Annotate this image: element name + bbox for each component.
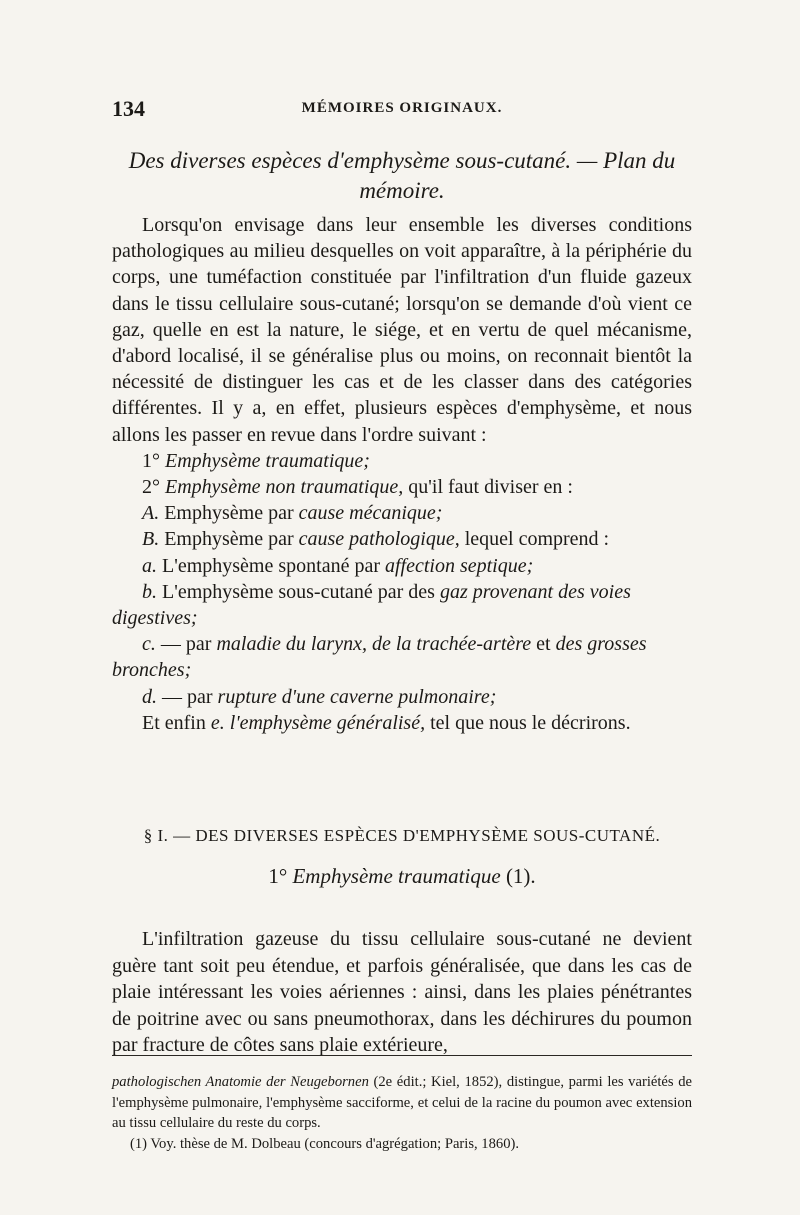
- list-item-A: A. Emphysème par cause mécanique;: [142, 502, 443, 525]
- intro-paragraph: Lorsqu'on envisage dans leur ensemble les diverses conditions pathologiques au milieu desquelles on voit apparaître, à la périphérie du corps, une tuméfaction constituée par l'infiltration d'un fluide gazeux dans le tissu cellulaire sous-cutané; lorsqu'on se demande d'où vient ce gaz, quelle en est la nature, le siége, et en vertu de quel mécanisme, d'abord localisé, il se généralise plus ou moins, on reconnait bientôt la nécessité de distinguer les cas et de les classer dans des catégories différentes. Il y a, en effet, plusieurs espèces d'emphysème, et nous allons les passer en revue dans l'ordre suivant :: [112, 214, 692, 446]
- main-text: [112, 212, 692, 736]
- footnote-1: (1) Voy. thèse de M. Dolbeau (concours d'agrégation; Paris, 1860).: [130, 1135, 520, 1152]
- footnote-rule: [112, 1055, 692, 1056]
- running-title: MÉMOIRES ORIGINAUX.: [301, 100, 503, 116]
- footnotes: [112, 1072, 692, 1154]
- sub-heading: 1° Emphysème traumatique (1).: [268, 864, 536, 888]
- list-item-a: a. L'emphysème spontané par affection septique;: [142, 554, 534, 577]
- page-number: 134: [112, 96, 145, 121]
- paragraph-2: L'infiltration gazeuse du tissu cellulaire sous-cutané ne devient guère tant soit peu étendue, et parfois généralisée, que dans les cas de plaie intéressant les voies aériennes : ainsi, dans les plaies pénétrantes de poitrine avec ou sans pneumothorax, dans les déchirures du poumon par fracture de côtes sans plaie extérieure,: [112, 928, 692, 1056]
- section-title: Des diverses espèces d'emphysème sous-cutané. — Plan du mémoire.: [128, 148, 676, 203]
- page-header: [112, 96, 692, 126]
- section-heading: § I. — DES DIVERSES ESPÈCES D'EMPHYSÈME SOUS-CUTANÉ.: [143, 826, 661, 845]
- list-item-1: 1° Emphysème traumatique;: [142, 449, 370, 472]
- list-item-2: 2° Emphysème non traumatique, qu'il faut diviser en :: [142, 476, 573, 499]
- list-item-d: d. — par rupture d'une caverne pulmonaire;: [142, 685, 497, 708]
- list-item-e: Et enfin e. l'emphysème généralisé, tel que nous le décrirons.: [142, 711, 631, 734]
- footnote-continued: pathologischen Anatomie der Neugebornen (2e édit.; Kiel, 1852), distingue, parmi les variétés de l'emphysème pulmonaire, l'emphysème sacciforme, et celui de la racine du poumon avec extension au tissu cellulaire du reste du corps.: [112, 1074, 692, 1131]
- list-item-B: B. Emphysème par cause pathologique, lequel comprend :: [142, 528, 610, 551]
- list-item-c: c. — par maladie du larynx, de la trachée-artère et des grosses bronches;: [112, 633, 647, 682]
- list-item-b: b. L'emphysème sous-cutané par des gaz provenant des voies digestives;: [112, 580, 631, 630]
